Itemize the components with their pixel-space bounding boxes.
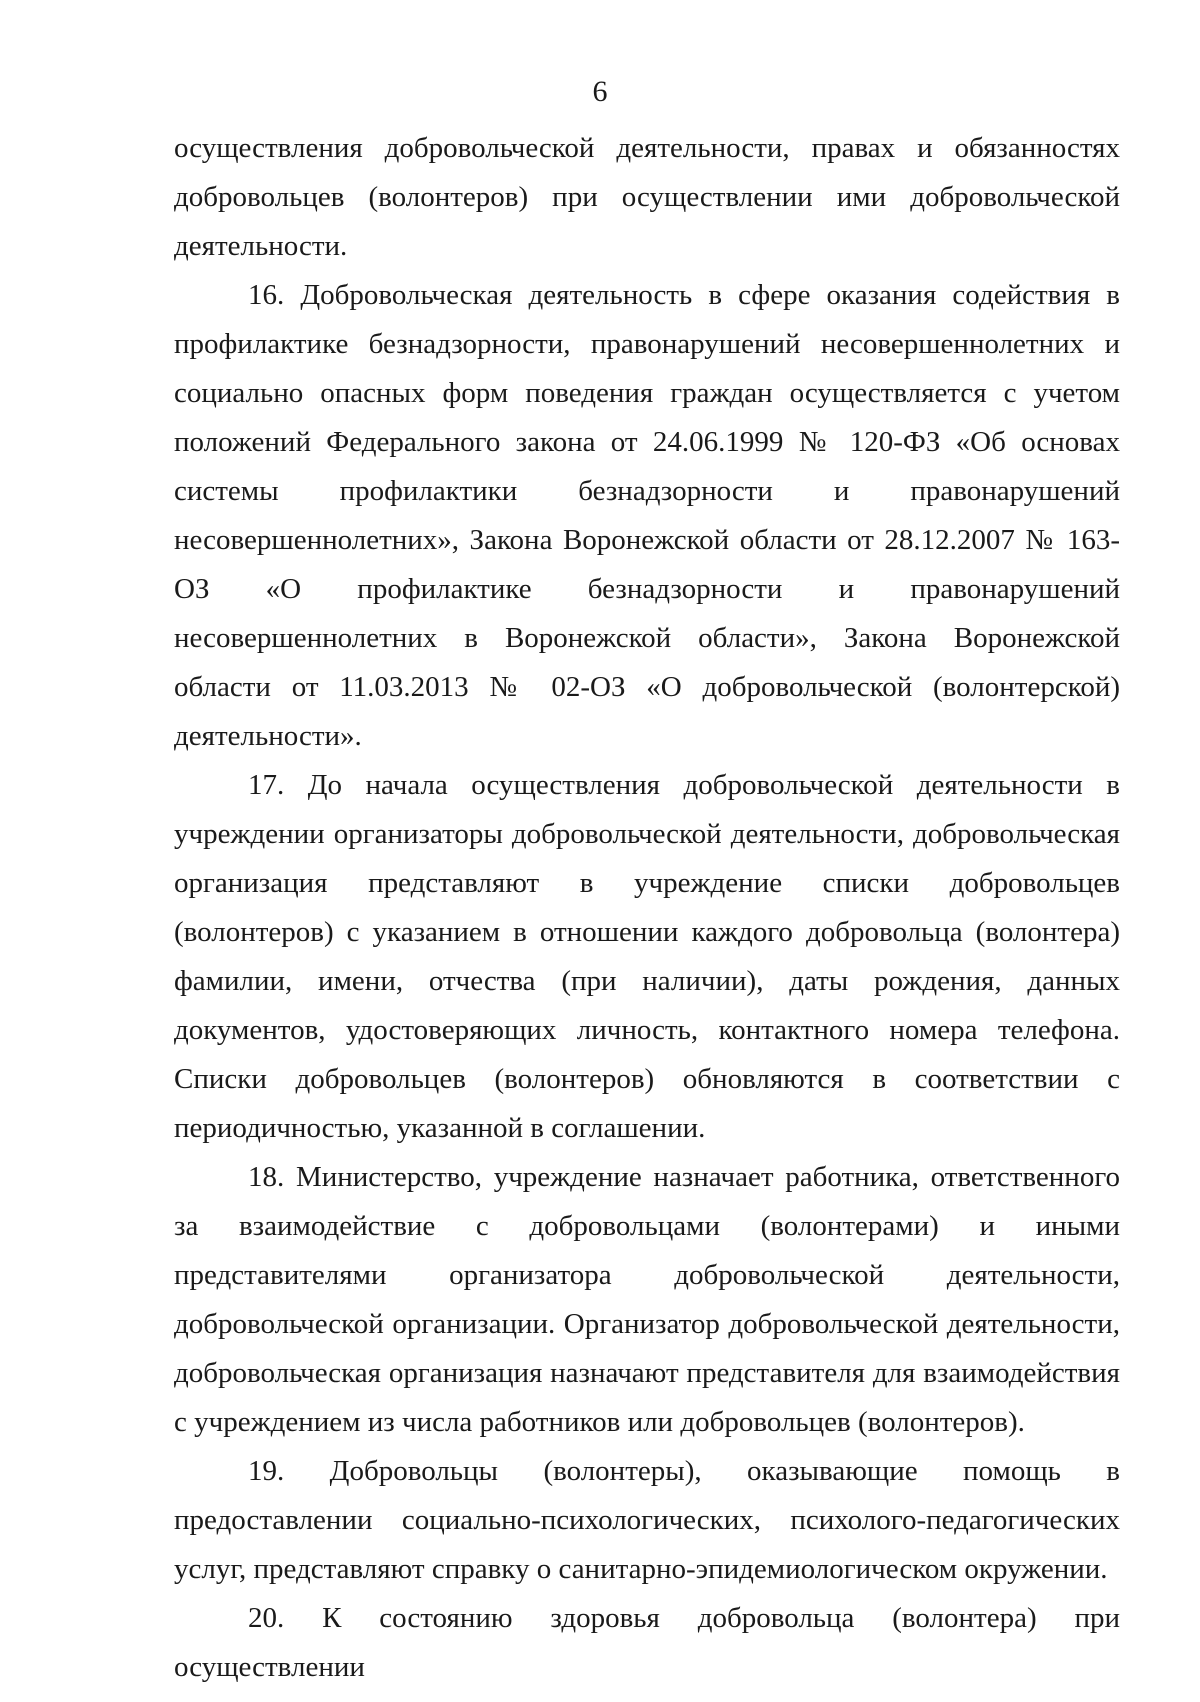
document-body xyxy=(174,124,1120,1692)
paragraph-continuation: осуществления добровольческой деятельности, правах и обязанностях добровольцев (волонтеров) при осуществлении ими добровольческой деятельности. xyxy=(174,132,1120,262)
paragraph-item-20: 20. К состоянию здоровья добровольца (волонтера) при осуществлении xyxy=(174,1602,1120,1683)
paragraph-item-19: 19. Добровольцы (волонтеры), оказывающие помощь в предоставлении социально-психологических, психолого-педагогических услуг, представляют справку о санитарно-эпидемиологическом окружении. xyxy=(174,1455,1120,1585)
paragraph-item-17: 17. До начала осуществления добровольческой деятельности в учреждении организаторы добровольческой деятельности, добровольческая организация представляют в учреждение списки добровольцев (волонтеров) с указанием в отношении каждого добровольца (волонтера) фамилии, имени, отчества (при наличии), даты рождения, данных документов, удостоверяющих личность, контактного номера телефона. Списки добровольцев (волонтеров) обновляются в соответствии с периодичностью, указанной в соглашении. xyxy=(174,769,1120,1144)
paragraph-item-18: 18. Министерство, учреждение назначает работника, ответственного за взаимодействие с добровольцами (волонтерами) и иными представителями организатора добровольческой деятельности, добровольческой организации. Организатор добровольческой деятельности, добровольческая организация назначают представителя для взаимодействия с учреждением из числа работников или добровольцев (волонтеров). xyxy=(174,1161,1120,1438)
page-number: 6 xyxy=(592,75,608,108)
paragraph-item-16: 16. Добровольческая деятельность в сфере оказания содействия в профилактике безнадзорности, правонарушений несовершеннолетних и социально опасных форм поведения граждан осуществляется с учетом положений Федерального закона от 24.06.1999 № 120-ФЗ «Об основах системы профилактики безнадзорности и правонарушений несовершеннолетних», Закона Воронежской области от 28.12.2007 № 163-ОЗ «О профилактике безнадзорности и правонарушений несовершеннолетних в Воронежской области», Закона Воронежской области от 11.03.2013 № 02-ОЗ «О добровольческой (волонтерской) деятельности». xyxy=(174,279,1120,752)
